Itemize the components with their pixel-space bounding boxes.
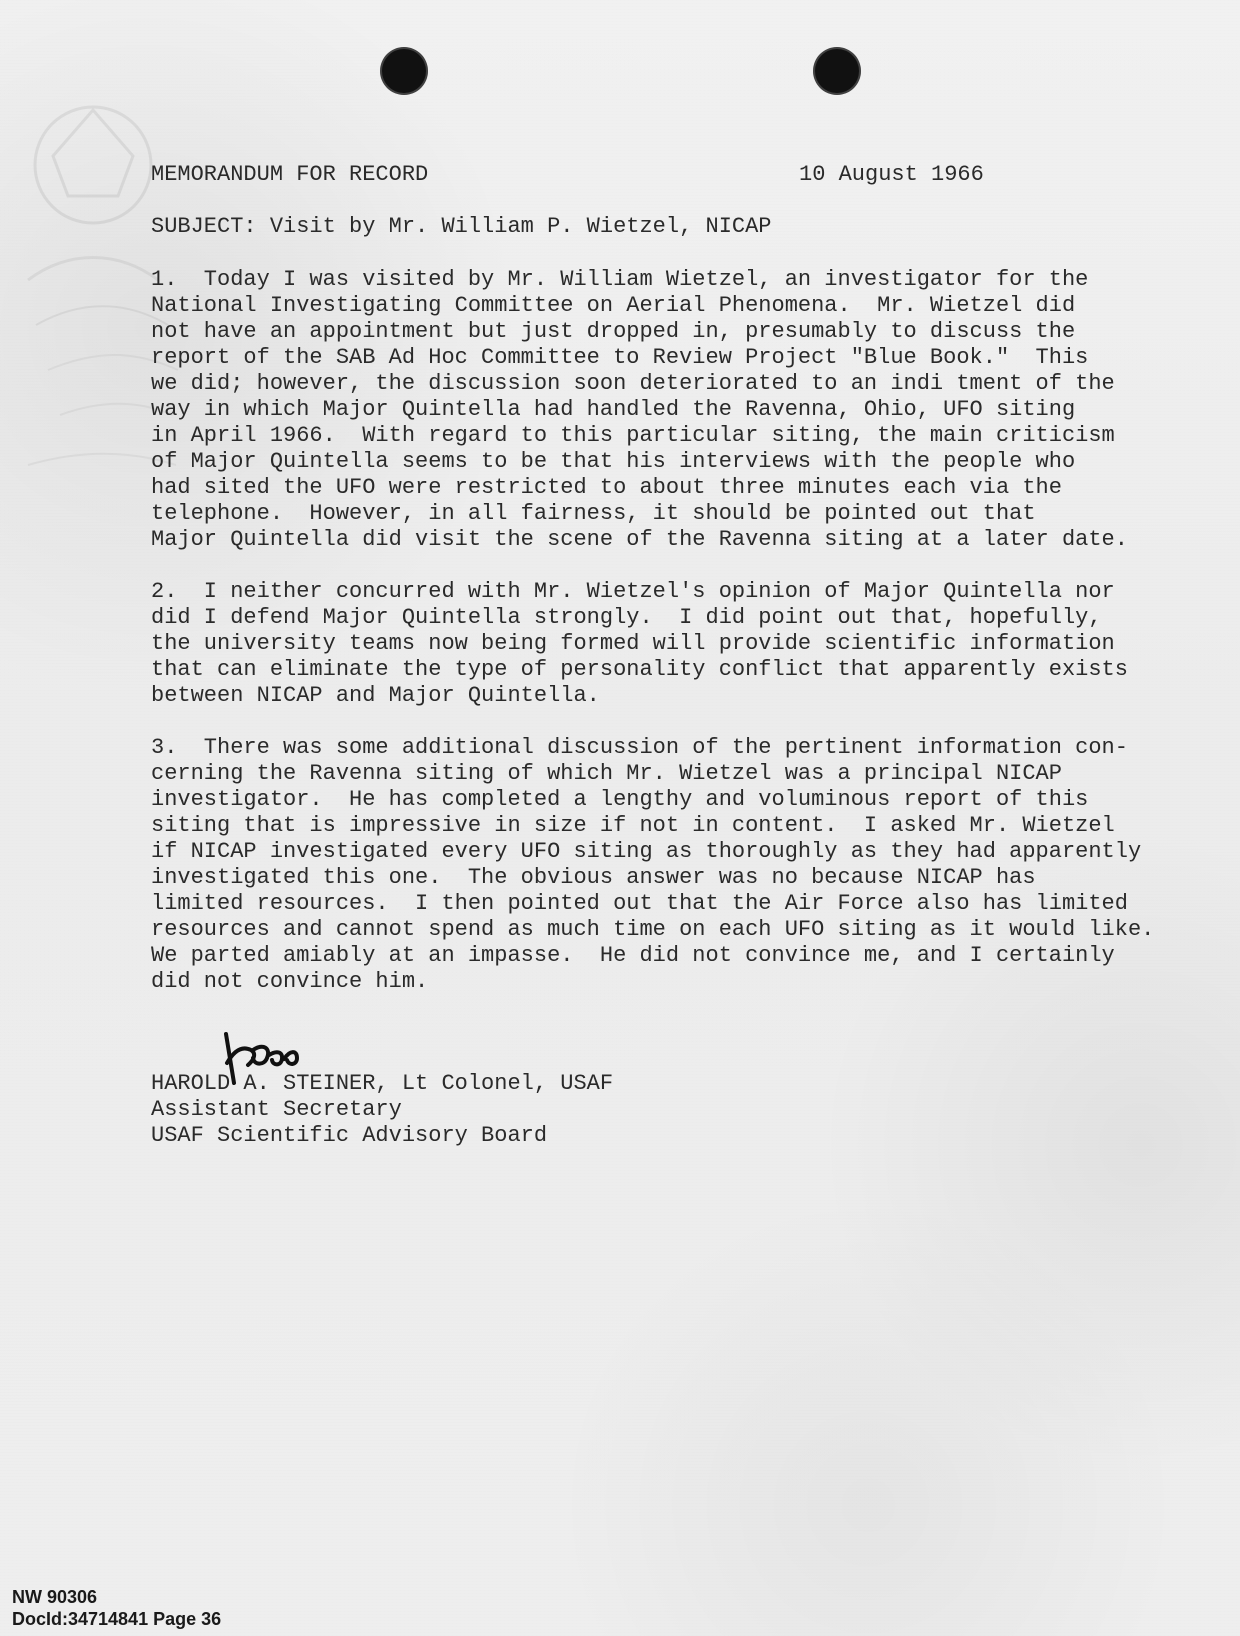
signer-org-line: USAF Scientific Advisory Board: [151, 1123, 548, 1148]
paragraph-2: [151, 579, 1131, 709]
document-footer: [12, 1586, 221, 1630]
paragraph-3-line-10: did not convince him.: [151, 969, 429, 994]
paragraph-3-line-3: investigator. He has completed a lengthy and voluminous report of this: [151, 787, 1089, 812]
paragraph-1-line-4: report of the SAB Ad Hoc Committee to Review Project "Blue Book." This: [151, 345, 1089, 370]
memo-subject: SUBJECT: Visit by Mr. William P. Wietzel, NICAP: [151, 214, 772, 239]
paragraph-1-line-3: not have an appointment but just dropped in, presumably to discuss the: [151, 319, 1076, 344]
memo-heading: MEMORANDUM FOR RECORD: [151, 162, 429, 187]
paragraph-2-line-4: that can eliminate the type of personality conflict that apparently exists: [151, 657, 1128, 682]
paragraph-1-line-6: way in which Major Quintella had handled the Ravenna, Ohio, UFO siting: [151, 397, 1076, 422]
footer-line-2: DocId:34714841 Page 36: [12, 1609, 222, 1629]
paragraph-1-line-10: telephone. However, in all fairness, it should be pointed out that: [151, 501, 1036, 526]
paragraph-3-line-8: resources and cannot spend as much time on each UFO siting as it would like.: [151, 917, 1155, 942]
paragraph-1-line-9: had sited the UFO were restricted to about three minutes each via the: [151, 475, 1062, 500]
paragraph-1-line-7: in April 1966. With regard to this particular siting, the main criticism: [151, 423, 1115, 448]
paragraph-3-line-2: cerning the Ravenna siting of which Mr. Wietzel was a principal NICAP: [151, 761, 1062, 786]
paragraph-3-line-6: investigated this one. The obvious answer was no because NICAP has: [151, 865, 1036, 890]
paragraph-3: [151, 735, 1155, 995]
signer-title-line: Assistant Secretary: [151, 1097, 402, 1122]
footer-line-1: NW 90306: [12, 1587, 98, 1607]
punch-hole-left: [380, 47, 428, 95]
paragraph-1-line-5: we did; however, the discussion soon deteriorated to an indi tment of the: [151, 371, 1115, 396]
paragraph-2-line-5: between NICAP and Major Quintella.: [151, 683, 600, 708]
paragraph-1-line-1: 1. Today I was visited by Mr. William Wietzel, an investigator for the: [151, 267, 1089, 292]
signer-name-line: HAROLD A. STEINER, Lt Colonel, USAF: [151, 1071, 614, 1096]
paragraph-3-line-1: 3. There was some additional discussion of the pertinent information con-: [151, 735, 1128, 760]
paragraph-3-line-4: siting that is impressive in size if not in content. I asked Mr. Wietzel: [151, 813, 1115, 838]
paragraph-2-line-2: did I defend Major Quintella strongly. I did point out that, hopefully,: [151, 605, 1102, 630]
paragraph-2-line-1: 2. I neither concurred with Mr. Wietzel's opinion of Major Quintella nor: [151, 579, 1115, 604]
punch-hole-right: [813, 47, 861, 95]
memo-date: 10 August 1966: [799, 162, 984, 187]
signature-block: [151, 1071, 1131, 1149]
paragraph-1-line-11: Major Quintella did visit the scene of the Ravenna siting at a later date.: [151, 527, 1128, 552]
paragraph-2-line-3: the university teams now being formed will provide scientific information: [151, 631, 1115, 656]
paragraph-1-line-2: National Investigating Committee on Aerial Phenomena. Mr. Wietzel did: [151, 293, 1076, 318]
paragraph-1-line-8: of Major Quintella seems to be that his interviews with the people who: [151, 449, 1076, 474]
paragraph-1: [151, 267, 1131, 553]
paragraph-3-line-9: We parted amiably at an impasse. He did not convince me, and I certainly: [151, 943, 1115, 968]
paragraph-3-line-5: if NICAP investigated every UFO siting as thoroughly as they had apparently: [151, 839, 1142, 864]
paragraph-3-line-7: limited resources. I then pointed out that the Air Force also has limited: [151, 891, 1128, 916]
